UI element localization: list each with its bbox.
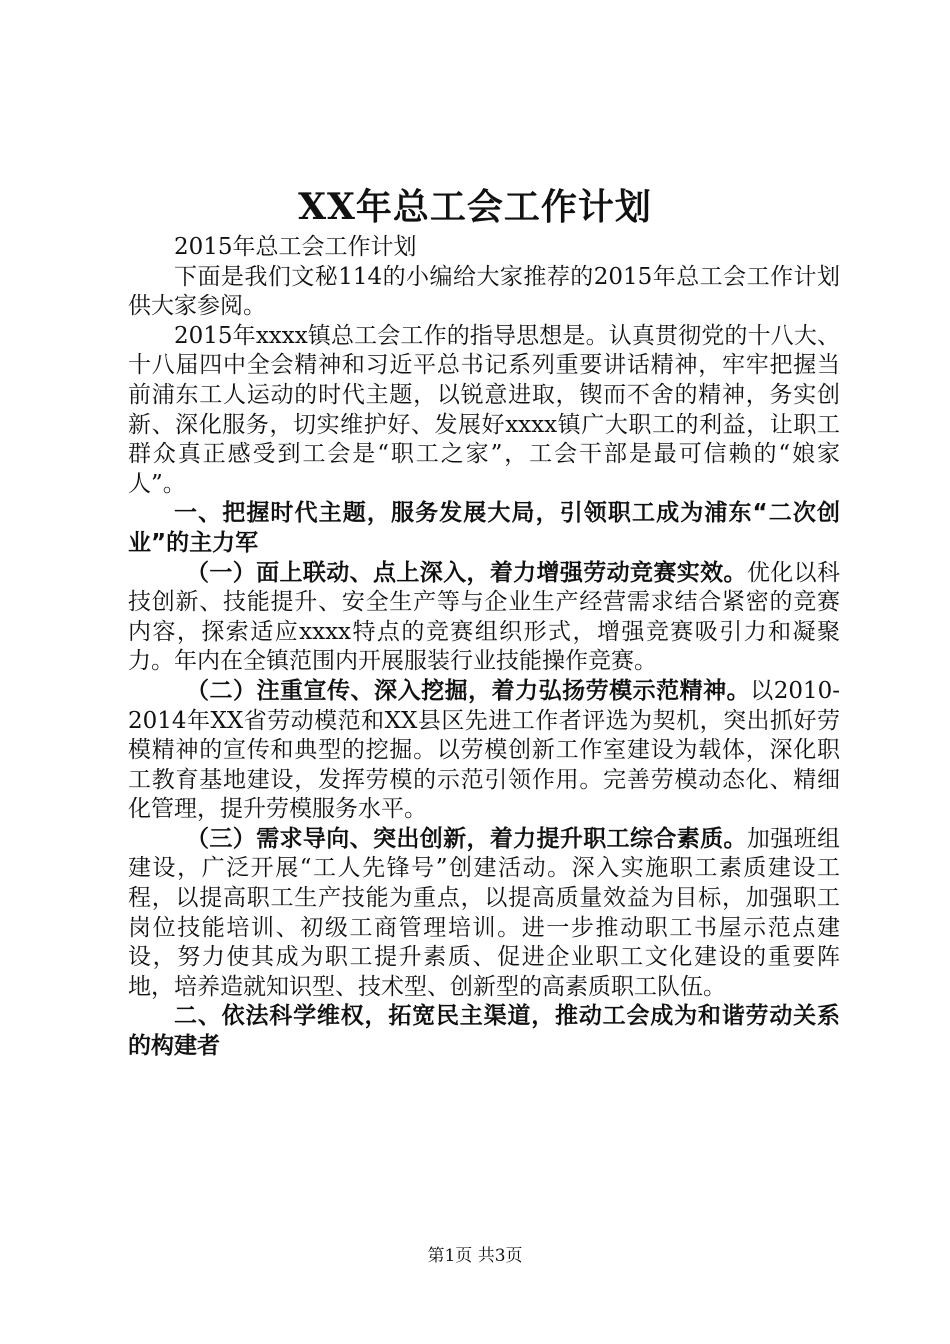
heading-text: 二、依法科学维权，拓宽民主渠道，推动工会成为和谐劳动关系的构建者 [128, 1003, 840, 1060]
item-lead: （一）面上联动、点上深入，着力增强劳动竞赛实效。 [186, 559, 747, 586]
paragraph-subtitle [128, 233, 840, 263]
heading-text: 一、把握时代主题，服务发展大局，引领职工成为浦东“二次创业”的主力军 [128, 500, 840, 556]
section-heading-2 [128, 1002, 840, 1061]
paragraph-text: 以2010-2014年XX省劳动模范和XX县区先进工作者评选为契机，突出抓好劳模精神的宣传和典型的挖掘。以劳模创新工作室建设为载体，深化职工教育基地建设，发挥劳模的示范引领作用。完善劳模动态化、精细化管理，提升劳模服务水平。 [128, 677, 840, 823]
paragraph-text: 2015年xxxx镇总工会工作的指导思想是。认真贯彻党的十八大、十八届四中全会精神和习近平总书记系列重要讲话精神，牢牢把握当前浦东工人运动的时代主题，以锐意进取，锲而不舍的精神，务实创新、深化服务，切实维护好、发展好xxxx镇广大职工的利益，让职工群众真正感受到工会是“职工之家”，工会干部是最可信赖的“娘家人”。 [128, 322, 840, 497]
paragraph-guiding-thought [128, 322, 840, 500]
document-title: XX年总工会工作计划 [298, 186, 652, 228]
document-body [128, 233, 840, 1062]
paragraph-item-3 [128, 825, 840, 1003]
paragraph-text: 下面是我们文秘114的小编给大家推荐的2015年总工会工作计划供大家参阅。 [128, 263, 840, 320]
paragraph-text: 2015年总工会工作计划 [174, 234, 417, 260]
item-lead: （三）需求导向、突出创新，着力提升职工综合素质。 [186, 825, 747, 852]
paragraph-text: 优化以科技创新、技能提升、安全生产等与企业生产经营需求结合紧密的竞赛内容，探索适应xxxx特点的竞赛组织形式，增强竞赛吸引力和凝聚力。年内在全镇范围内开展服装行业技能操作竞赛。 [128, 559, 841, 675]
page-footer: 第1页 共3页 [427, 1246, 523, 1266]
paragraph-intro [128, 263, 840, 322]
item-lead: （二）注重宣传、深入挖掘，着力弘扬劳模示范精神。 [186, 677, 751, 704]
paragraph-item-1 [128, 559, 840, 677]
section-heading-1 [128, 499, 840, 558]
paragraph-item-2 [128, 677, 840, 825]
paragraph-text: 加强班组建设，广泛开展“工人先锋号”创建活动。深入实施职工素质建设工程，以提高职工生产技能为重点，以提高质量效益为目标，加强职工岗位技能培训、初级工商管理培训。进一步推动职工书屋示范点建设，努力使其成为职工提升素质、促进企业职工文化建设的重要阵地，培养造就知识型、技术型、创新型的高素质职工队伍。 [128, 825, 841, 1000]
